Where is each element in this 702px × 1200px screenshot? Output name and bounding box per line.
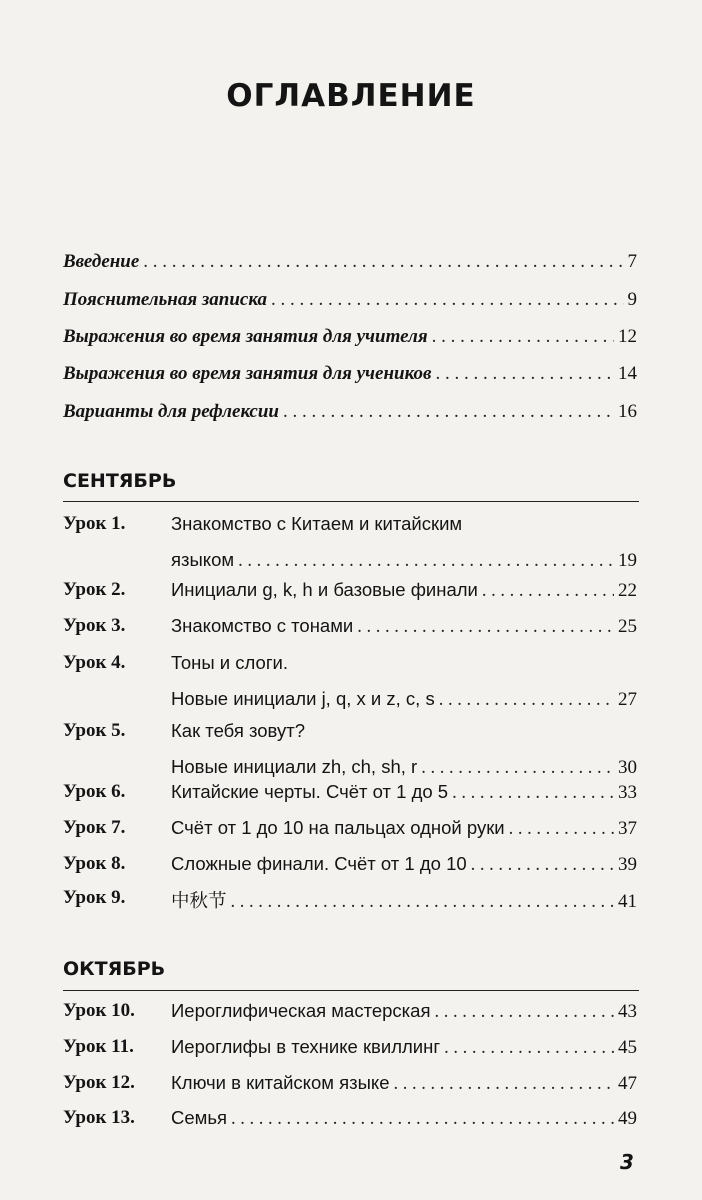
- lesson-title-text: Тоны и слоги.: [171, 652, 289, 673]
- dot-leader: [357, 617, 614, 638]
- lesson-label: Урок 3.: [63, 615, 126, 636]
- entry-page-number: 14: [618, 363, 637, 384]
- lesson-title-text: Китайские черты. Счёт от 1 до 5: [171, 781, 449, 802]
- lesson-page-number: 39: [618, 854, 637, 875]
- lesson-page-number: 25: [618, 616, 637, 637]
- lesson-title-text: Как тебя зовут?: [171, 720, 305, 741]
- page-title: ОГЛАВЛЕНИЕ: [226, 78, 476, 114]
- lesson-title-text: Знакомство с Китаем и китайским: [171, 513, 463, 534]
- lesson-title-line: [171, 853, 637, 879]
- lesson-title-text: Знакомство с тонами: [171, 615, 354, 636]
- entry-page-number: 12: [618, 326, 637, 347]
- toc-entry: [63, 363, 637, 393]
- lesson-page-number: 45: [618, 1037, 637, 1058]
- lesson-label: Урок 5.: [63, 720, 126, 741]
- toc-entry: [63, 326, 637, 356]
- lesson-label: Урок 7.: [63, 817, 126, 838]
- lesson-title-line: [171, 781, 637, 807]
- lesson-label: Урок 11.: [63, 1036, 134, 1057]
- dot-leader: [394, 1074, 614, 1095]
- lesson-title-text: Инициали g, k, h и базовые финали: [171, 579, 478, 600]
- dot-leader: [452, 783, 614, 804]
- dot-leader: [271, 289, 623, 311]
- lesson-label: Урок 4.: [63, 652, 126, 673]
- dot-leader: [421, 758, 614, 779]
- entry-page-number: 7: [627, 251, 637, 272]
- toc-entry: [63, 401, 637, 431]
- lesson-entry: [63, 781, 637, 817]
- lesson-title-line: [171, 720, 637, 746]
- lesson-title-text: Иероглифическая мастерская: [171, 1000, 431, 1021]
- lesson-title-text: Иероглифы в технике квиллинг: [171, 1036, 441, 1057]
- lesson-entry: [63, 1107, 637, 1143]
- toc-entry: [63, 251, 637, 281]
- lesson-page-number: 22: [618, 580, 637, 601]
- lesson-title-line: [171, 549, 637, 575]
- lesson-entry: [63, 513, 637, 585]
- page-number: 3: [620, 1150, 634, 1174]
- lesson-entry: [63, 615, 637, 651]
- dot-leader: [444, 1038, 614, 1059]
- lesson-page-number: 37: [618, 818, 637, 839]
- lesson-entry: [63, 887, 637, 923]
- section-divider: [63, 501, 639, 502]
- lesson-title-text: Сложные финали. Счёт от 1 до 10: [171, 853, 467, 874]
- lesson-title-line: [171, 1036, 637, 1062]
- dot-leader: [434, 1002, 614, 1023]
- dot-leader: [283, 401, 614, 423]
- dot-leader: [471, 855, 614, 876]
- dot-leader: [231, 892, 614, 913]
- lesson-entry: [63, 853, 637, 889]
- section-heading: ОКТЯБРЬ: [63, 958, 166, 980]
- lesson-title-text: 中秋节: [171, 890, 227, 911]
- lesson-page-number: 33: [618, 782, 637, 803]
- lesson-page-number: 27: [618, 689, 637, 710]
- lesson-entry: [63, 652, 637, 724]
- lesson-title-text: Семья: [171, 1107, 228, 1128]
- lesson-entry: [63, 1072, 637, 1108]
- lesson-title-line: [171, 579, 637, 605]
- dot-leader: [482, 581, 614, 602]
- dot-leader: [435, 363, 614, 385]
- toc-entry: [63, 289, 637, 319]
- lesson-title-line: [171, 1107, 637, 1133]
- lesson-label: Урок 9.: [63, 887, 126, 908]
- lesson-label: Урок 8.: [63, 853, 126, 874]
- lesson-entry: [63, 579, 637, 615]
- section-heading: СЕНТЯБРЬ: [63, 470, 177, 492]
- lesson-label: Урок 13.: [63, 1107, 135, 1128]
- entry-label: Варианты для рефлексии: [63, 401, 279, 422]
- lesson-title-text: Счёт от 1 до 10 на пальцах одной руки: [171, 817, 505, 838]
- lesson-page-number: 47: [618, 1073, 637, 1094]
- lesson-title-line: [171, 688, 637, 714]
- entry-page-number: 9: [627, 289, 637, 310]
- dot-leader: [238, 551, 614, 572]
- lesson-title-line: [171, 652, 637, 678]
- lesson-title-line: [171, 1072, 637, 1098]
- dot-leader: [143, 251, 623, 273]
- entry-label: Выражения во время занятия для учеников: [63, 363, 432, 384]
- lesson-entry: [63, 1000, 637, 1036]
- dot-leader: [439, 690, 614, 711]
- lesson-page-number: 43: [618, 1001, 637, 1022]
- lesson-page-number: 30: [618, 757, 637, 778]
- lesson-title-line: [171, 1000, 637, 1026]
- lesson-title-line: [171, 513, 637, 539]
- lesson-title-line: [171, 756, 637, 782]
- entry-label: Введение: [63, 251, 140, 272]
- lesson-title-line: [171, 817, 637, 843]
- lesson-label: Урок 1.: [63, 513, 126, 534]
- lesson-title-text: языком: [171, 549, 235, 570]
- dot-leader: [432, 326, 614, 348]
- lesson-entry: [63, 817, 637, 853]
- lesson-label: Урок 12.: [63, 1072, 135, 1093]
- dot-leader: [231, 1109, 614, 1130]
- dot-leader: [509, 819, 614, 840]
- lesson-title-line: [171, 615, 637, 641]
- entry-page-number: 16: [618, 401, 637, 422]
- lesson-title-text: Новые инициали j, q, x и z, c, s: [171, 688, 435, 709]
- lesson-title-text: Ключи в китайском языке: [171, 1072, 390, 1093]
- lesson-entry: [63, 1036, 637, 1072]
- lesson-page-number: 49: [618, 1108, 637, 1129]
- lesson-page-number: 19: [618, 550, 637, 571]
- lesson-label: Урок 6.: [63, 781, 126, 802]
- lesson-label: Урок 10.: [63, 1000, 135, 1021]
- entry-label: Выражения во время занятия для учителя: [63, 326, 428, 347]
- entry-label: Пояснительная записка: [63, 289, 268, 310]
- lesson-page-number: 41: [618, 891, 637, 912]
- lesson-title-text: Новые инициали zh, ch, sh, r: [171, 756, 418, 777]
- lesson-label: Урок 2.: [63, 579, 126, 600]
- lesson-title-line: [171, 887, 637, 913]
- section-divider: [63, 990, 639, 991]
